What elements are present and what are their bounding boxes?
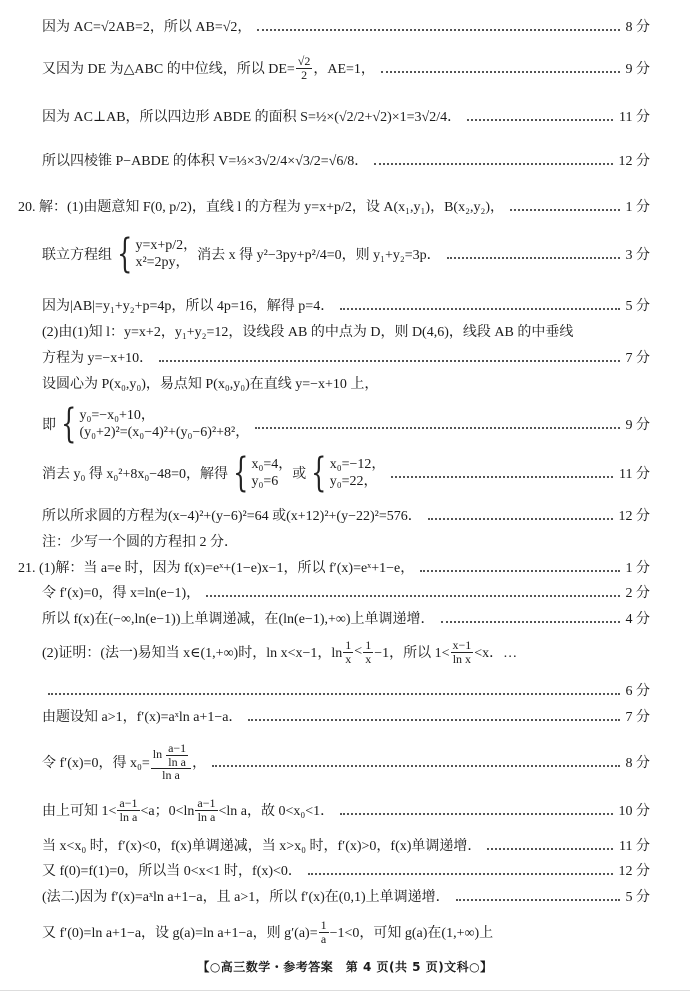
- text-run: 消去 x 得 y²−3py+p²/4=0，则 y₁+y₂=3p．: [197, 248, 441, 263]
- fraction: $\frac{a-1}{\text{ln a}}$: [168, 741, 187, 769]
- fraction: $\frac{1}{x}$: [365, 637, 372, 666]
- fraction: $\frac{a-1}{\text{ln a}}$: [119, 795, 138, 824]
- dotted-leader: [206, 595, 619, 597]
- dotted-leader: [248, 719, 619, 721]
- equation-system: { y=x+p/2， x²=2py，: [117, 231, 198, 277]
- fraction: $\frac{a-1}{\text{ln a}}$: [197, 795, 216, 824]
- score-label: 4 分: [625, 612, 650, 627]
- dotted-leader: [212, 765, 619, 767]
- answer-line: [0, 742, 690, 782]
- text-run: 又因为 DE 为△ABC 的中位线，所以 DE=: [42, 62, 295, 77]
- text-run: 因为 AC⊥AB，所以四边形 ABDE 的面积 S=½×(√2/2+√2)×1=3√2/4．: [42, 110, 462, 125]
- fraction: $\frac{1}{a}$: [320, 917, 327, 946]
- text-run: ，AE=1，: [313, 62, 375, 77]
- text-run: 令 f′(x)=0，得 x₀=: [42, 756, 150, 771]
- text-run: 21. (1)解：当 a=e 时，因为 f(x)=eˣ+(1−e)x−1，所以 f′(x)=eˣ+1−e，: [18, 561, 415, 576]
- score-label: 6 分: [625, 684, 650, 699]
- line-content: [42, 742, 206, 782]
- answer-line: [0, 96, 690, 136]
- score-label: 12 分: [618, 509, 650, 524]
- answer-line: [0, 186, 690, 226]
- page-footer: 【○高三数学・参考答案 第 4 页(共 5 页)文科○】: [197, 960, 493, 974]
- dotted-leader: [467, 119, 613, 121]
- line-content: [42, 16, 251, 36]
- dotted-leader: [340, 813, 612, 815]
- dotted-leader: [428, 518, 613, 520]
- line-content: [42, 639, 517, 665]
- text-run: 由题设知 a>1，f′(x)=aˣln a+1−a．: [42, 710, 243, 725]
- text-run: 因为 AC=√2AB=2，所以 AB=√2，: [42, 20, 252, 35]
- text-run: 又 f(0)=f(1)=0，所以当 0<x<1 时，f(x)<0．: [42, 864, 302, 879]
- text-run: 设圆心为 P(x₀,y₀)，易点知 P(x₀,y₀)在直线 y=−x+10 上，: [42, 377, 379, 392]
- text-run: <x．…: [474, 646, 518, 661]
- text-run: 由上可知 1<: [42, 804, 117, 819]
- fraction: $\frac{1}{x}$: [345, 637, 352, 666]
- text-run: 即: [42, 418, 56, 433]
- dotted-leader: [257, 29, 619, 31]
- score-label: 9 分: [625, 418, 650, 433]
- dotted-leader: [308, 873, 613, 875]
- text-run: 注：少写一个圆的方程扣 2 分．: [42, 535, 238, 550]
- text-run: <ln a，故 0<x₀<1．: [218, 804, 335, 819]
- score-label: 7 分: [625, 710, 650, 725]
- equation-system: { x₀=−12， y₀=22，: [311, 450, 386, 496]
- score-label: 2 分: [625, 586, 650, 601]
- text-run: 所以所求圆的方程为(x−4)²+(y−6)²=64 或(x+12)²+(y−22)²=576．: [42, 509, 422, 524]
- dotted-leader: [374, 163, 612, 165]
- text-run: 又 f′(0)=ln a+1−a，设 g(a)=ln a+1−a，则 g′(a)=: [42, 926, 318, 941]
- text-run: 令 f′(x)=0，得 x=ln(e−1)，: [42, 586, 201, 601]
- score-label: 1 分: [625, 200, 650, 215]
- answer-line: [0, 48, 690, 88]
- answer-line: [0, 140, 690, 180]
- equation-system: { x₀=4， y₀=6: [233, 450, 293, 496]
- answer-line: [0, 876, 690, 916]
- score-label: 5 分: [625, 299, 650, 314]
- dotted-leader: [447, 257, 620, 259]
- answer-line: [0, 632, 690, 672]
- dotted-leader: [255, 427, 619, 429]
- line-content: [18, 196, 504, 216]
- line-content: [42, 373, 378, 393]
- line-content: [42, 150, 368, 170]
- score-label: 11 分: [619, 110, 650, 125]
- answer-line: [0, 696, 690, 736]
- dotted-leader: [48, 693, 620, 695]
- text-run: 因为|AB|=y₁+y₂+p=4p，所以 4p=16，解得 p=4．: [42, 299, 335, 314]
- equation-system: { y₀=−x₀+10， (y₀+2)²=(x₀−4)²+(y₀−6)²+8²，: [61, 401, 250, 447]
- fraction: $\frac{√2}{2}$: [297, 53, 311, 82]
- score-label: 3 分: [625, 248, 650, 263]
- dotted-leader: [456, 899, 620, 901]
- line-content: [42, 450, 386, 496]
- bottom-divider: [0, 990, 690, 991]
- text-run: 消去 y₀ 得 x₀²+8x₀−48=0，解得: [42, 467, 229, 482]
- text-run: <a；0<ln: [140, 804, 195, 819]
- text-run: (2)证明：(法一)易知当 x∈(1,+∞)时，ln x<x−1，ln: [42, 646, 343, 661]
- dotted-leader: [391, 476, 613, 478]
- fraction: $\frac{x-1}{\text{ln x}}$: [452, 637, 472, 666]
- score-label: 1 分: [625, 561, 650, 576]
- line-content: [42, 608, 435, 628]
- line-content: [42, 55, 375, 81]
- score-label: 11 分: [619, 839, 650, 854]
- score-label: 9 分: [625, 62, 650, 77]
- text-run: 所以 f(x)在(−∞,ln(e−1))上单调递减，在(ln(e−1),+∞)上单调递增．: [42, 612, 435, 627]
- dotted-leader: [159, 360, 619, 362]
- answer-line: [0, 790, 690, 830]
- text-run: 20. 解：(1)由题意知 F(0, p/2)，直线 l 的方程为 y=x+p/2，设 A(x₁,y₁)，B(x₂,y₂)，: [18, 200, 505, 215]
- nested-fraction: ln $\frac{a-1}{\text{ln a}}$ ln a: [151, 742, 191, 782]
- score-label: 7 分: [625, 351, 650, 366]
- text-run: ，: [192, 756, 207, 771]
- score-label: 8 分: [625, 20, 650, 35]
- score-label: 12 分: [618, 154, 650, 169]
- dotted-leader: [381, 71, 620, 73]
- line-content: [42, 231, 441, 277]
- text-run: 联立方程组: [42, 248, 112, 263]
- text-run: 所以四棱锥 P−ABDE 的体积 V=⅓×3√2/4×√3/2=√6/8．: [42, 154, 369, 169]
- text-run: ln: [152, 746, 166, 761]
- answer-line: [0, 912, 690, 952]
- dotted-leader: [340, 308, 619, 310]
- text-run: 当 x<x₀ 时，f′(x)<0，f(x)单调递减，当 x>x₀ 时，f′(x)>0，f(x)单调递增．: [42, 839, 482, 854]
- line-content: [42, 919, 493, 945]
- text-run: (法二)因为 f′(x)=aˣln a+1−a，且 a>1，所以 f′(x)在(0,1)上单调递增．: [42, 890, 450, 905]
- score-label: 11 分: [619, 467, 650, 482]
- score-label: 10 分: [618, 804, 650, 819]
- text-run: −1，所以 1<: [374, 646, 450, 661]
- line-content: [42, 106, 461, 126]
- line-content: [42, 706, 242, 726]
- score-label: 8 分: [625, 756, 650, 771]
- dotted-leader: [510, 209, 619, 211]
- score-label: 5 分: [625, 890, 650, 905]
- text-run: <: [354, 644, 363, 659]
- answer-line: [0, 401, 690, 447]
- line-content: [42, 886, 450, 906]
- line-content: [42, 797, 334, 823]
- dotted-leader: [441, 621, 620, 623]
- text-run: −1<0，可知 g(a)在(1,+∞)上: [329, 926, 494, 941]
- text-run: (2)由(1)知 l：y=x+2，y₁+y₂=12，设线段 AB 的中点为 D，则 D(4,6)，线段 AB 的中垂线: [42, 325, 574, 340]
- text-run: 或: [292, 467, 307, 482]
- score-label: 12 分: [618, 864, 650, 879]
- answer-line: [0, 450, 690, 496]
- text-run: 方程为 y=−x+10．: [42, 351, 154, 366]
- answer-line: [0, 231, 690, 277]
- line-content: [42, 401, 250, 447]
- answer-line: [0, 363, 690, 403]
- answer-line: [0, 6, 690, 46]
